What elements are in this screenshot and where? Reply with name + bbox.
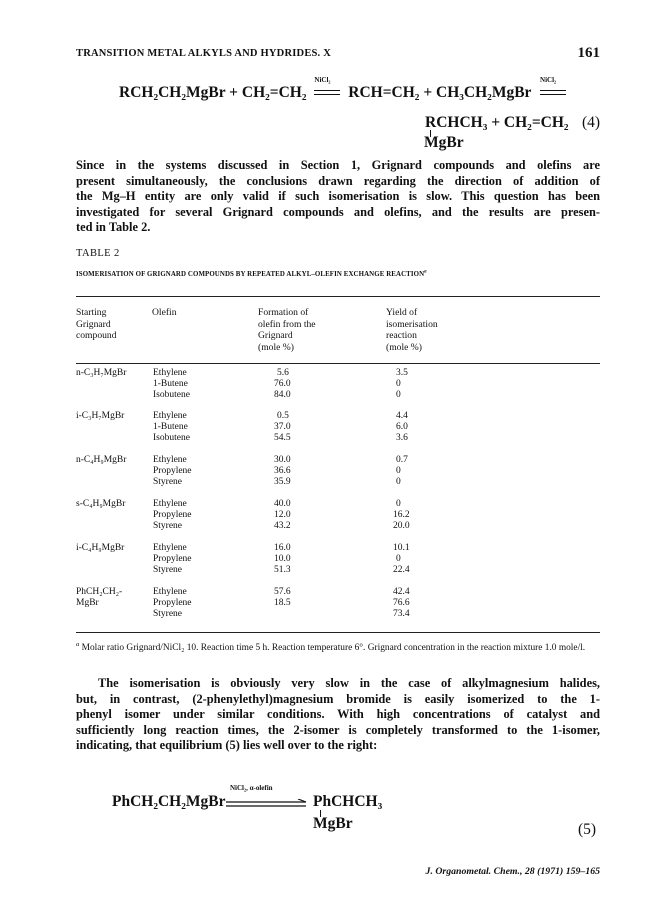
cell-olefin: Styrene	[153, 609, 183, 619]
cell-olefin: Ethylene	[153, 587, 187, 597]
cell-olefin: Styrene	[153, 521, 183, 531]
footnote-mark: a	[76, 640, 80, 648]
table-caption	[76, 271, 427, 278]
cell-yield: 10.1	[393, 543, 410, 553]
cell-formation: 57.6	[274, 587, 291, 597]
cell-compound: n-C₄H₉MgBr	[76, 455, 127, 465]
cell-yield: 22.4	[393, 565, 410, 575]
arrow-svg	[226, 799, 308, 809]
table-label: TABLE 2	[76, 248, 120, 259]
paragraph-2	[76, 676, 600, 754]
cell-formation: 12.0	[274, 510, 291, 520]
eq4-catalyst-2: NiCl₂	[540, 76, 557, 85]
cell-formation: 10.0	[274, 554, 291, 564]
eq5-number: (5)	[578, 821, 597, 838]
table-top-rule	[76, 296, 600, 297]
cell-formation: 54.5	[274, 433, 291, 443]
equilibrium-arrow-icon	[540, 76, 566, 98]
equation-4-line2	[425, 114, 569, 132]
cell-formation: 37.0	[274, 422, 291, 432]
header-yield: Yield of isomerisation reaction (mole %)	[386, 307, 438, 353]
cell-formation: 18.5	[274, 598, 291, 608]
paragraph-1	[76, 158, 600, 236]
eq4-number: (4)	[582, 114, 601, 131]
cell-olefin: Ethylene	[153, 368, 187, 378]
cell-formation: 84.0	[274, 390, 291, 400]
cell-olefin: Styrene	[153, 565, 183, 575]
cell-compound: i-C₃H₇MgBr	[76, 411, 125, 421]
cell-formation: 30.0	[274, 455, 291, 465]
cell-formation: 51.3	[274, 565, 291, 575]
cell-yield: 6.0	[396, 422, 408, 432]
eq4-catalyst-1: NiCl₂	[314, 76, 331, 85]
table-footnote	[76, 640, 600, 655]
paragraph-line: ted in Table 2.	[76, 220, 151, 234]
cell-yield: 16.2	[393, 510, 410, 520]
eq4-reactant: RCH₂CH₂MgBr + CH₂=CH₂	[119, 84, 307, 101]
equation-4-line1	[119, 76, 566, 102]
running-header	[76, 45, 600, 65]
cell-formation: 43.2	[274, 521, 291, 531]
paragraph-line: The isomerisation is obviously very slow in the case of alkylmagnesium halides,	[98, 676, 600, 690]
cell-olefin: Styrene	[153, 477, 183, 487]
cell-yield: 4.4	[396, 411, 408, 421]
paragraph-line: but, in contrast, (2-phenylethyl)magnesium bromide is easily isomerized to the 1-	[76, 691, 600, 706]
cell-yield: 76.6	[393, 598, 410, 608]
running-title: TRANSITION METAL ALKYLS AND HYDRIDES. X	[76, 48, 331, 59]
cell-formation: 0.5	[277, 411, 289, 421]
equilibrium-arrow-icon	[314, 76, 340, 98]
cell-yield: 0	[396, 499, 401, 509]
cell-olefin: Ethylene	[153, 499, 187, 509]
cell-compound: MgBr	[76, 598, 99, 608]
paragraph-line: phenyl isomer under similar conditions. With high concentrations of catalyst and	[76, 707, 600, 721]
paragraph-line: sufficiently long reaction times, the 2-isomer is completely transformed to the 1-isomer,	[76, 722, 600, 737]
paragraph-line: Since in the systems discussed in Section 1, Grignard compounds and olefins are	[76, 158, 600, 172]
cell-yield: 0	[396, 554, 401, 564]
cell-olefin: Ethylene	[153, 455, 187, 465]
table-caption-text: ISOMERISATION OF GRIGNARD COMPOUNDS BY REPEATED ALKYL–OLEFIN EXCHANGE REACTION	[76, 271, 425, 278]
cell-yield: 73.4	[393, 609, 410, 619]
paragraph-line: the Mg–H entity are only valid if such isomerisation is slow. This question has been	[76, 189, 600, 203]
eq5-catalyst: NiCl₂, α-olefin	[230, 784, 273, 792]
table-header-rule	[76, 363, 600, 364]
cell-yield: 3.5	[396, 368, 408, 378]
journal-citation: J. Organometal. Chem., 28 (1971) 159–165	[425, 866, 600, 877]
cell-formation: 76.0	[274, 379, 291, 389]
cell-yield: 3.6	[396, 433, 408, 443]
header-olefin: Olefin	[152, 307, 177, 318]
cell-olefin: Ethylene	[153, 411, 187, 421]
cell-formation: 40.0	[274, 499, 291, 509]
header-starting-compound: Starting Grignard compound	[76, 307, 117, 341]
cell-olefin: Propylene	[153, 554, 192, 564]
header-formation: Formation of olefin from the Grignard (mole %)	[258, 307, 316, 353]
eq5-reactant: PhCH₂CH₂MgBr	[112, 793, 226, 810]
cell-olefin: Propylene	[153, 510, 192, 520]
eq5-product-substituent: MgBr	[313, 815, 353, 832]
cell-olefin: 1-Butene	[153, 379, 188, 389]
cell-formation: 36.6	[274, 466, 291, 476]
cell-compound: s-C₄H₉MgBr	[76, 499, 126, 509]
cell-yield: 42.4	[393, 587, 410, 597]
cell-compound: i-C₄H₉MgBr	[76, 543, 125, 553]
eq4-product-2-substituent: MgBr	[424, 134, 464, 151]
cell-yield: 0	[396, 466, 401, 476]
cell-olefin: Propylene	[153, 598, 192, 608]
cell-yield: 20.0	[393, 521, 410, 531]
paragraph-line: investigated for several Grignard compounds and olefins, and the results are presen-	[76, 204, 600, 219]
cell-yield: 0	[396, 379, 401, 389]
cell-yield: 0.7	[396, 455, 408, 465]
paragraph-line: present simultaneously, the conclusions drawn regarding the direction of addition of	[76, 173, 600, 188]
eq4-product-1: RCH=CH₂ + CH₃CH₂MgBr	[348, 84, 532, 101]
cell-olefin: Ethylene	[153, 543, 187, 553]
cell-formation: 5.6	[277, 368, 289, 378]
cell-yield: 0	[396, 477, 401, 487]
equilibrium-arrow-icon	[226, 796, 308, 806]
eq4-product-2: RCHCH₃ + CH₂=CH₂	[425, 114, 569, 131]
cell-olefin: Isobutene	[153, 433, 190, 443]
footnote-mark: a	[424, 269, 427, 275]
cell-compound: PhCH₂CH₂-	[76, 587, 123, 597]
eq5-product: PhCHCH₃	[313, 793, 383, 810]
cell-olefin: Propylene	[153, 466, 192, 476]
table-bottom-rule	[76, 632, 600, 633]
cell-yield: 0	[396, 390, 401, 400]
cell-formation: 35.9	[274, 477, 291, 487]
cell-compound: n-C₃H₇MgBr	[76, 368, 127, 378]
page-number: 161	[577, 45, 600, 61]
cell-olefin: Isobutene	[153, 390, 190, 400]
cell-formation: 16.0	[274, 543, 291, 553]
footnote-text: Molar ratio Grignard/NiCl₂ 10. Reaction time 5 h. Reaction temperature 6°. Grignard concentration in the reaction mixture 1.0 mole/l.	[81, 643, 586, 653]
paragraph-line: indicating, that equilibrium (5) lies well over to the right:	[76, 738, 378, 752]
cell-olefin: 1-Butene	[153, 422, 188, 432]
